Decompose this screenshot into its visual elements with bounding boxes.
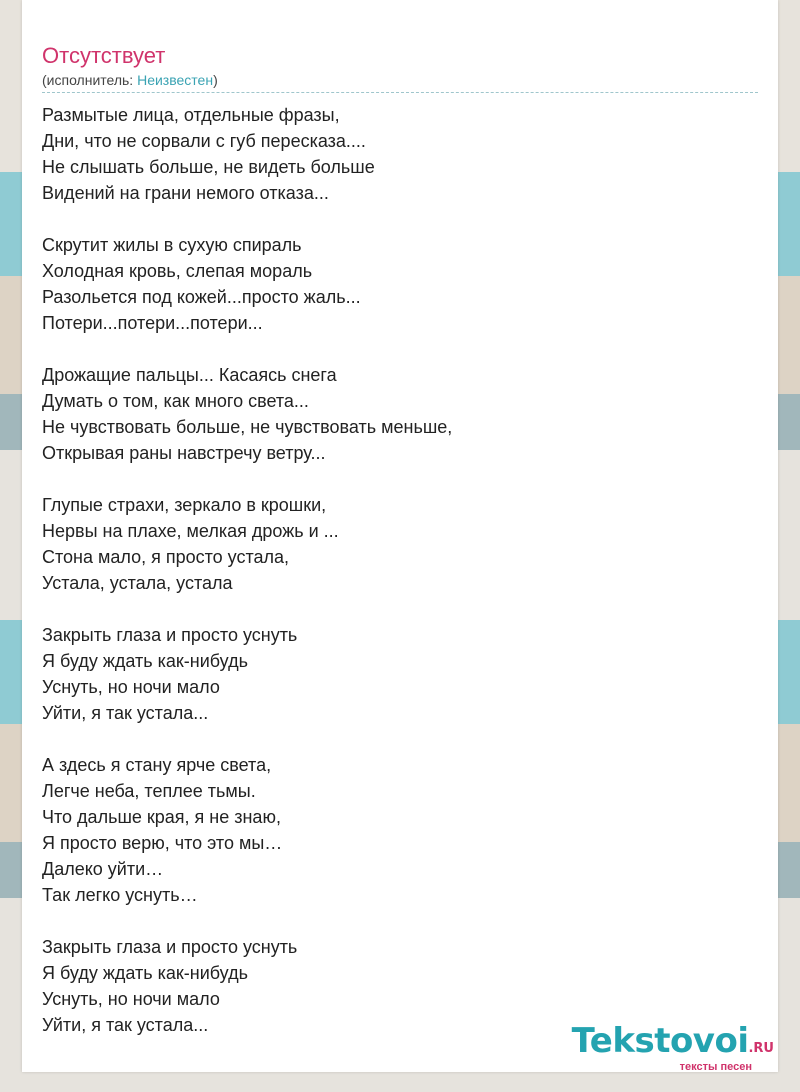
lyric-line: А здесь я стану ярче света, — [42, 755, 272, 775]
lyric-line: Я просто верю, что это мы… — [42, 833, 283, 853]
lyric-line: Я буду ждать как-нибудь — [42, 963, 248, 983]
lyric-line: Закрыть глаза и просто уснуть — [42, 937, 298, 957]
site-logo[interactable] — [572, 1022, 774, 1073]
lyric-line: Уйти, я так устала... — [42, 1015, 209, 1035]
lyric-line: Далеко уйти… — [42, 859, 164, 879]
lyric-line: Видений на грани немого отказа... — [42, 183, 329, 203]
lyric-line: Не слышать больше, не видеть больше — [42, 157, 375, 177]
stanza — [42, 362, 758, 466]
logo-subtitle: тексты песен — [679, 1061, 752, 1073]
lyrics-body — [42, 102, 758, 1064]
lyric-line: Не чувствовать больше, не чувствовать меньше, — [42, 417, 453, 437]
lyric-line: Так легко уснуть… — [42, 885, 198, 905]
stanza — [42, 622, 758, 726]
stanza — [42, 752, 758, 908]
lyric-line: Скрутит жилы в сухую спираль — [42, 235, 302, 255]
lyric-line: Легче неба, теплее тьмы. — [42, 781, 256, 801]
lyric-line: Стона мало, я просто устала, — [42, 547, 290, 567]
lyric-line: Потери...потери...потери... — [42, 313, 263, 333]
lyric-line: Открывая раны навстречу ветру... — [42, 443, 326, 463]
lyric-line: Разольется под кожей...просто жаль... — [42, 287, 361, 307]
stanza — [42, 492, 758, 596]
lyric-line: Что дальше края, я не знаю, — [42, 807, 281, 827]
lyric-line: Устала, устала, устала — [42, 573, 233, 593]
lyrics-sheet — [22, 0, 778, 1072]
song-header — [42, 42, 758, 93]
lyric-line: Холодная кровь, слепая мораль — [42, 261, 313, 281]
lyric-line: Размытые лица, отдельные фразы, — [42, 105, 340, 125]
lyric-line: Дни, что не сорвали с губ пересказа.... — [42, 131, 366, 151]
lyric-line: Я буду ждать как-нибудь — [42, 651, 248, 671]
artist-link[interactable]: Неизвестен — [137, 72, 214, 88]
logo-main-text: Tekstovoi — [571, 1021, 749, 1061]
lyric-line: Глупые страхи, зеркало в крошки, — [42, 495, 327, 515]
lyric-line: Уйти, я так устала... — [42, 703, 209, 723]
logo-tld: .RU — [748, 1041, 774, 1056]
lyric-line: Дрожащие пальцы... Касаясь снега — [42, 365, 337, 385]
artist-suffix: ) — [213, 72, 218, 88]
artist-prefix: (исполнитель: — [42, 72, 138, 88]
lyric-line: Уснуть, но ночи мало — [42, 989, 220, 1009]
stanza — [42, 102, 758, 206]
lyric-line: Закрыть глаза и просто уснуть — [42, 625, 298, 645]
lyric-line: Нервы на плахе, мелкая дрожь и ... — [42, 521, 339, 541]
lyric-line: Думать о том, как много света... — [42, 391, 309, 411]
lyric-line: Уснуть, но ночи мало — [42, 677, 220, 697]
stanza — [42, 232, 758, 336]
song-title: Отсутствует — [42, 43, 166, 68]
artist-line — [42, 70, 758, 93]
